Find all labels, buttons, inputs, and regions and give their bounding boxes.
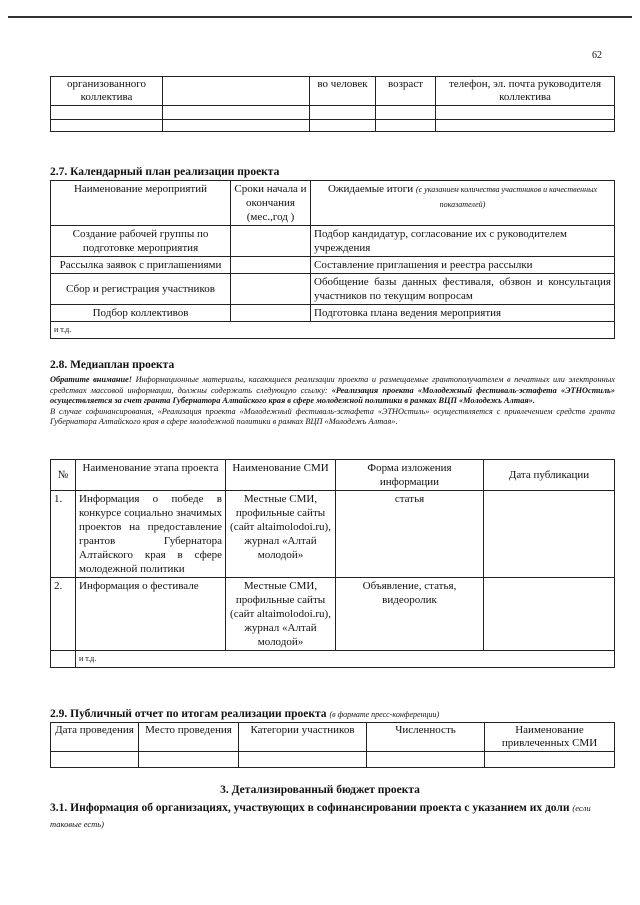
table-cell: [51, 106, 163, 120]
column-header-date: Дата публикации: [484, 460, 615, 491]
table-row: [51, 106, 615, 120]
table-row: [51, 491, 615, 578]
column-header: Категории участников: [239, 723, 367, 752]
stage-cell: Информация о фестивале: [76, 578, 226, 651]
table-row: [51, 578, 615, 651]
table-row: [51, 651, 615, 668]
table-row: [51, 305, 615, 322]
table-cell: организованного коллектива: [51, 77, 163, 106]
column-header: Численность: [367, 723, 485, 752]
section-3-1-title: 3.1. Информация об организациях, участвующих в софинансировании проекта с указанием их доли: [50, 802, 570, 814]
event-cell: Создание рабочей группы по подготовке мероприятия: [51, 226, 231, 257]
column-header-media: Наименование СМИ: [226, 460, 336, 491]
etc-cell: и т.д.: [51, 322, 615, 339]
media-cell: Местные СМИ, профильные сайты (сайт altaimolodoi.ru), журнал «Алтай молодой»: [226, 491, 336, 578]
table-cell: [163, 120, 310, 132]
table-header-row: [51, 181, 615, 226]
section-3-1-note: (если таковые есть): [50, 803, 591, 829]
section-2-8-heading: 2.8. Медиаплан проекта: [50, 359, 175, 371]
result-cell: Подготовка плана ведения мероприятия: [311, 305, 615, 322]
public-report-table: [50, 722, 615, 768]
column-header: Наименование привлеченных СМИ: [485, 723, 615, 752]
table-cell: [376, 120, 436, 132]
page-number: 62: [592, 50, 602, 61]
form-cell: статья: [336, 491, 484, 578]
table-cell: [485, 752, 615, 768]
table-row: [51, 120, 615, 132]
table-header-row: [51, 723, 615, 752]
table-cell: [436, 120, 615, 132]
results-label: Ожидаемые итоги: [327, 183, 414, 195]
table-row: [51, 226, 615, 257]
section-2-9-note: (в формате пресс-конференции): [329, 710, 440, 719]
form-cell: Объявление, статья, видеоролик: [336, 578, 484, 651]
result-cell: Подбор кандидатур, согласование их с руководителем учреждения: [311, 226, 615, 257]
result-cell: Обобщение базы данных фестиваля, обзвон и консультация участников по текущим вопросам: [311, 274, 615, 305]
table-cell: [139, 752, 239, 768]
stage-cell: Информация о победе в конкурсе социально значимых проектов на предоставление грантов Губернатора Алтайского края в сфере молодежной политики: [76, 491, 226, 578]
num-cell: 2.: [51, 578, 76, 651]
column-header-num: №: [51, 460, 76, 491]
table-cell: [51, 120, 163, 132]
table-row: [51, 77, 615, 106]
event-cell: Сбор и регистрация участников: [51, 274, 231, 305]
table-cell: [367, 752, 485, 768]
calendar-plan-table: [50, 180, 615, 339]
page-top-rule: [8, 16, 632, 18]
table-row: [51, 274, 615, 305]
table-cell: [51, 752, 139, 768]
dates-cell: [231, 257, 311, 274]
table-cell: [310, 106, 376, 120]
column-header-results: [311, 181, 615, 226]
media-plan-table: [50, 459, 615, 668]
table-row: [51, 322, 615, 339]
note-link: «Реализация проекта «Молодежный фестиваль-эстафета «ЭТНОстиль» осуществляется за счет гранта Губернатора Алтайского края в сфере молодежной политики в рамках ВЦП «Молодежь Алтая».: [50, 385, 615, 405]
date-cell: [484, 491, 615, 578]
media-cell: Местные СМИ, профильные сайты (сайт altaimolodoi.ru), журнал «Алтай молодой»: [226, 578, 336, 651]
column-header-event: Наименование мероприятий: [51, 181, 231, 226]
column-header-dates: Сроки начала и окончания (мес.,год ): [231, 181, 311, 226]
num-cell: [51, 651, 76, 668]
etc-cell: и т.д.: [76, 651, 615, 668]
table-cell: возраст: [376, 77, 436, 106]
table-cell: [239, 752, 367, 768]
section-2-9-title: 2.9. Публичный отчет по итогам реализации проекта: [50, 708, 327, 720]
media-note: [50, 375, 615, 428]
note-text: Информационные материалы, касающиеся реализации проекта и размещаемые грантополучателем в печатных или электронных средствах массовой информации, должны содержать следующую ссылку:: [50, 375, 615, 395]
note-cofinancing: В случае софинансирования, «Реализация проекта «Молодежный фестиваль-эстафета «ЭТНОстиль» осуществляется с привлечением средств гранта Губернатора Алтайского края в сфере молодежной политики в рамках ВЦП «Молодежь Алтая».: [50, 406, 615, 426]
date-cell: [484, 578, 615, 651]
section-2-9-heading: [50, 708, 439, 720]
event-cell: Рассылка заявок с приглашениями: [51, 257, 231, 274]
column-header: Дата проведения: [51, 723, 139, 752]
note-attention: Обратите внимание!: [50, 375, 132, 384]
table-cell: [310, 120, 376, 132]
table-cell: во человек: [310, 77, 376, 106]
section-3-1-heading: [50, 800, 615, 832]
table-cell: [376, 106, 436, 120]
column-header-stage: Наименование этапа проекта: [76, 460, 226, 491]
dates-cell: [231, 274, 311, 305]
table-header-row: [51, 460, 615, 491]
section-3-heading: 3. Детализированный бюджет проекта: [220, 784, 420, 796]
table-row: [51, 257, 615, 274]
num-cell: 1.: [51, 491, 76, 578]
dates-cell: [231, 226, 311, 257]
table-cell: [436, 106, 615, 120]
results-note: (с указанием количества участников и качественных показателей): [415, 185, 598, 209]
section-2-7-heading: 2.7. Календарный план реализации проекта: [50, 166, 280, 178]
participants-table: [50, 76, 615, 132]
table-row: [51, 752, 615, 768]
column-header: Место проведения: [139, 723, 239, 752]
result-cell: Составление приглашения и реестра рассылки: [311, 257, 615, 274]
event-cell: Подбор коллективов: [51, 305, 231, 322]
column-header-form: Форма изложения информации: [336, 460, 484, 491]
table-cell: [163, 77, 310, 106]
table-cell: [163, 106, 310, 120]
dates-cell: [231, 305, 311, 322]
table-cell: телефон, эл. почта руководителя коллектива: [436, 77, 615, 106]
